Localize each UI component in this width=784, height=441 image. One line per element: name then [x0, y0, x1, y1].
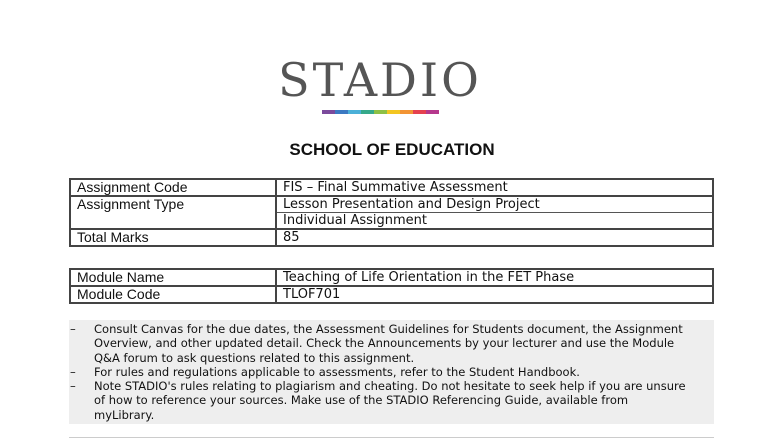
assignment-type-label: Assignment Type	[70, 196, 276, 229]
table-row	[70, 179, 713, 196]
bullet-dash: –	[70, 364, 76, 379]
logo-stripe-segment	[413, 110, 426, 114]
assignment-type-value-2: Individual Assignment	[277, 212, 712, 228]
logo-color-stripe	[266, 110, 494, 114]
list-item	[69, 322, 714, 365]
list-item	[69, 365, 714, 379]
assignment-code-value: FIS – Final Summative Assessment	[276, 179, 713, 196]
assignment-type-value-1: Lesson Presentation and Design Project	[283, 197, 540, 212]
logo-stripe-segment	[374, 110, 387, 114]
list-item	[69, 379, 714, 422]
note-line: Note STADIO's rules relating to plagiarism and cheating. Do not hesitate to seek help if you are unsure	[94, 379, 686, 394]
bullet-dash: –	[70, 379, 76, 394]
logo-stripe-segment	[348, 110, 361, 114]
note-line: of how to reference your sources. Make use of the STADIO Referencing Guide, available from	[94, 393, 629, 408]
instructions-box	[69, 320, 714, 424]
divider	[69, 437, 714, 438]
note-line: For rules and regulations applicable to assessments, refer to the Student Handbook.	[94, 364, 580, 379]
assignment-code-label: Assignment Code	[70, 179, 276, 196]
logo-stripe-segment	[322, 110, 335, 114]
module-name-value: Teaching of Life Orientation in the FET Phase	[276, 269, 713, 286]
note-line: Q&A forum to ask questions related to this assignment.	[94, 350, 415, 365]
school-heading: SCHOOL OF EDUCATION	[289, 140, 495, 159]
module-code-value: TLOF701	[276, 286, 713, 303]
logo-stripe-segment	[426, 110, 439, 114]
total-marks-value: 85	[276, 229, 713, 246]
assignment-type-cell	[276, 196, 713, 229]
logo-stripe-segment	[361, 110, 374, 114]
stadio-logo	[266, 54, 494, 114]
assignment-info-table	[69, 178, 714, 247]
logo-wordmark: STADIO	[278, 53, 482, 107]
table-row	[70, 286, 713, 303]
total-marks-label: Total Marks	[70, 229, 276, 246]
logo-stripe-segment	[400, 110, 413, 114]
module-name-label: Module Name	[70, 269, 276, 286]
logo-stripe-segment	[387, 110, 400, 114]
table-row	[70, 229, 713, 246]
logo-stripe-segment	[335, 110, 348, 114]
note-line: myLibrary.	[94, 407, 155, 422]
note-line: Consult Canvas for the due dates, the Assessment Guidelines for Students document, the Assignment	[94, 322, 683, 336]
module-info-table	[69, 268, 714, 304]
table-row	[70, 269, 713, 286]
bullet-dash: –	[70, 322, 76, 336]
table-row	[70, 196, 713, 229]
module-code-label: Module Code	[70, 286, 276, 303]
note-line: Overview, and other updated detail. Check the Announcements by your lecturer and use the Module	[94, 336, 675, 351]
